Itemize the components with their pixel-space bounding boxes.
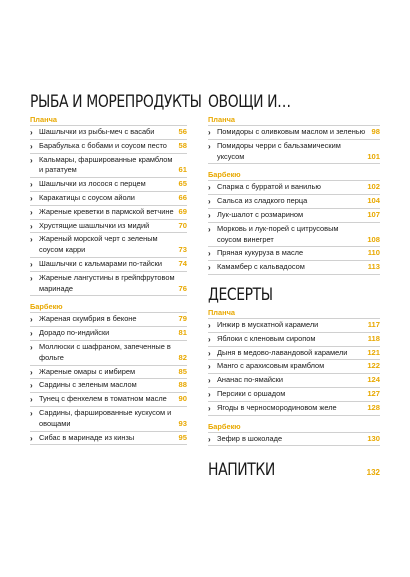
recipe-entry[interactable] [30,327,187,341]
chevron-right-icon: › [30,235,33,245]
chevron-right-icon: › [208,320,211,330]
section-heading: Барбекю [208,170,380,181]
recipe-section [208,422,380,447]
section-heading: Планча [208,308,380,319]
recipe-page-number: 108 [367,234,380,244]
chevron-right-icon: › [208,249,211,259]
recipe-entry[interactable] [30,379,187,393]
chevron-right-icon: › [208,210,211,220]
recipe-section [208,115,380,164]
recipe-name: Сибас в маринаде из кинзы [39,432,135,442]
chevron-right-icon: › [30,128,33,137]
recipe-name: Кальмары, фаршированные крамблом и рататуем [39,154,173,175]
recipe-entry[interactable] [208,126,380,140]
recipe-entry[interactable] [30,341,187,366]
recipe-name: Сардины, фаршированные кускусом и овощами [39,407,172,428]
recipe-page-number: 85 [178,366,187,376]
chevron-right-icon: › [30,273,33,283]
recipe-entry[interactable] [30,393,187,407]
recipe-entry[interactable] [208,347,380,361]
recipe-page-number: 113 [367,262,380,272]
recipe-page-number: 118 [367,333,380,343]
recipe-entry[interactable] [30,192,187,206]
recipe-entry[interactable] [208,388,380,402]
recipe-list [208,126,380,164]
recipe-page-number: 74 [178,258,187,268]
recipe-name: Дорадо по-индийски [39,328,110,338]
recipe-entry[interactable] [30,233,187,258]
recipe-section [30,115,187,296]
chevron-right-icon: › [30,259,33,269]
recipe-section [208,308,380,416]
recipe-page-number: 127 [367,388,380,398]
recipe-page-number: 124 [367,375,380,385]
recipe-name: Каракатицы с соусом айоли [39,192,135,202]
chevron-right-icon: › [208,434,211,444]
recipe-entry[interactable] [208,261,380,275]
recipe-name: Лук-шалот с розмарином [217,209,304,219]
chevron-right-icon: › [30,367,33,377]
recipe-name: Жареный морской черт с зеленым соусом карри [39,234,158,255]
chevron-right-icon: › [30,221,33,231]
chapter-title-vegetables: ОВОЩИ И… [208,92,291,112]
recipe-entry[interactable] [30,154,187,179]
recipe-page-number: 65 [178,179,187,189]
fish-sections [30,115,187,445]
recipe-entry[interactable] [208,433,380,447]
recipe-entry[interactable] [208,195,380,209]
recipe-name: Яблоки с кленовым сиропом [217,333,316,343]
recipe-entry[interactable] [30,366,187,380]
recipe-name: Помидоры черри с бальзамическим уксусом [217,140,341,161]
column-right [208,92,380,483]
recipe-entry[interactable] [208,333,380,347]
recipe-name: Зефир в шоколаде [217,433,283,443]
chevron-right-icon: › [30,381,33,391]
recipe-page-number: 76 [178,283,187,293]
recipe-entry[interactable] [208,374,380,388]
recipe-name: Сардины с зеленым маслом [39,380,137,390]
recipe-page-number: 88 [178,380,187,390]
recipe-page-number: 110 [367,248,380,258]
recipe-list [208,181,380,275]
recipe-list [208,433,380,447]
recipe-page-number: 58 [178,140,187,150]
chevron-right-icon: › [208,376,211,386]
recipe-entry[interactable] [30,206,187,220]
recipe-name: Шашлычки с кальмарами по-тайски [39,258,162,268]
recipe-name: Манго с арахисовым крамблом [217,361,325,371]
recipe-page-number: 93 [178,418,187,428]
chevron-right-icon: › [30,408,33,418]
chevron-right-icon: › [208,334,211,344]
recipe-name: Барабулька с бобами и соусом песто [39,140,167,150]
recipe-section [208,170,380,275]
chevron-right-icon: › [30,342,33,352]
recipe-page-number: 66 [178,192,187,202]
recipe-entry[interactable] [30,220,187,234]
chevron-right-icon: › [30,180,33,190]
chevron-right-icon: › [208,183,211,193]
recipe-entry[interactable] [30,178,187,192]
recipe-page-number: 56 [178,127,187,136]
chevron-right-icon: › [208,197,211,207]
chevron-right-icon: › [208,224,211,234]
recipe-name: Помидоры с оливковым маслом и зеленью [217,127,366,136]
recipe-entry[interactable] [208,402,380,416]
recipe-name: Камамбер с кальвадосом [217,262,305,272]
recipe-entry[interactable] [208,140,380,165]
section-heading: Планча [30,115,187,126]
recipe-entry[interactable] [208,319,380,333]
recipe-page-number: 130 [367,433,380,443]
section-heading: Планча [208,115,380,126]
chevron-right-icon: › [208,403,211,413]
recipe-page-number: 102 [367,182,380,192]
recipe-page-number: 121 [367,347,380,357]
recipe-entry[interactable] [30,140,187,154]
chevron-right-icon: › [30,207,33,217]
recipe-section [30,302,187,445]
recipe-list [30,126,187,296]
recipe-name: Тунец с фенхелем в томатном масле [39,394,167,404]
recipe-name: Моллюски с шафраном, запеченные в фольге [39,341,171,362]
recipe-name: Пряная кукуруза в масле [217,248,304,258]
recipe-name: Персики с оршадом [217,388,286,398]
recipe-entry[interactable] [208,360,380,374]
chevron-right-icon: › [208,348,211,358]
chapter-title-drinks: НАПИТКИ [208,460,275,481]
recipe-page-number: 95 [178,432,187,442]
section-heading: Барбекю [208,422,380,433]
recipe-entry[interactable] [208,209,380,223]
chevron-right-icon: › [30,329,33,339]
recipe-page-number: 73 [178,245,187,255]
recipe-page-number: 69 [178,206,187,216]
drinks-page-number: 132 [366,468,380,478]
recipe-page-number: 104 [367,196,380,206]
recipe-page-number: 122 [367,361,380,371]
recipe-name: Дыня в медово-лавандовой карамели [217,347,348,357]
recipe-name: Инжир в мускатной карамели [217,319,319,329]
recipe-page-number: 107 [367,209,380,219]
chevron-right-icon: › [208,263,211,273]
dessert-sections [208,308,380,446]
recipe-name: Сальса из сладкого перца [217,196,308,206]
recipe-page-number: 61 [178,165,187,175]
recipe-name: Ягоды в черносмородиновом желе [217,402,337,412]
column-left [30,92,202,451]
chapter-title-fish: РЫБА И МОРЕПРОДУКТЫ [30,92,202,112]
chevron-right-icon: › [30,155,33,165]
vegetable-sections [208,115,380,275]
recipe-page-number: 79 [178,314,187,324]
recipe-name: Спаржа с бурратой и ванилью [217,182,321,192]
recipe-name: Шашлычки из лосося с перцем [39,179,146,189]
chevron-right-icon: › [208,141,211,151]
recipe-page-number: 128 [367,402,380,412]
recipe-page-number: 82 [178,352,187,362]
recipe-list [208,319,380,416]
recipe-name: Жареные омары с имбирем [39,366,136,376]
chevron-right-icon: › [30,433,33,443]
recipe-page-number: 117 [367,319,380,329]
recipe-entry[interactable] [208,223,380,248]
chapter-title-desserts: ДЕСЕРТЫ [208,284,273,305]
recipe-entry[interactable] [208,247,380,261]
recipe-entry[interactable] [30,432,187,446]
chevron-right-icon: › [30,141,33,151]
recipe-name: Шашлычки из рыбы-меч с васаби [39,127,155,136]
chevron-right-icon: › [30,315,33,325]
recipe-page-number: 70 [178,220,187,230]
desserts-block [208,285,380,446]
recipe-entry[interactable] [30,407,187,432]
drinks-row[interactable] [208,460,380,483]
chevron-right-icon: › [208,389,211,399]
recipe-entry[interactable] [30,272,187,297]
recipe-entry[interactable] [30,126,187,140]
section-heading: Барбекю [30,302,187,313]
recipe-page-number: 98 [371,127,380,136]
recipe-name: Хрустящие шашлычки из мидий [39,220,150,230]
recipe-entry[interactable] [30,258,187,272]
recipe-entry[interactable] [208,181,380,195]
recipe-name: Жареные лангустины в грейпфрутовом маринаде [39,272,175,293]
recipe-name: Жареная скумбрия в беконе [39,314,137,324]
recipe-page-number: 101 [367,151,380,161]
recipe-page-number: 90 [178,394,187,404]
recipe-page-number: 81 [178,328,187,338]
recipe-name: Морковь и лук-порей с цитрусовым соусом винегрет [217,223,339,244]
recipe-list [30,313,187,445]
recipe-name: Ананас по-ямайски [217,375,284,385]
chevron-right-icon: › [30,193,33,203]
recipe-entry[interactable] [30,313,187,327]
chevron-right-icon: › [30,395,33,405]
chevron-right-icon: › [208,362,211,372]
chevron-right-icon: › [208,128,211,137]
recipe-name: Жареные креветки в пармской ветчине [39,206,174,216]
